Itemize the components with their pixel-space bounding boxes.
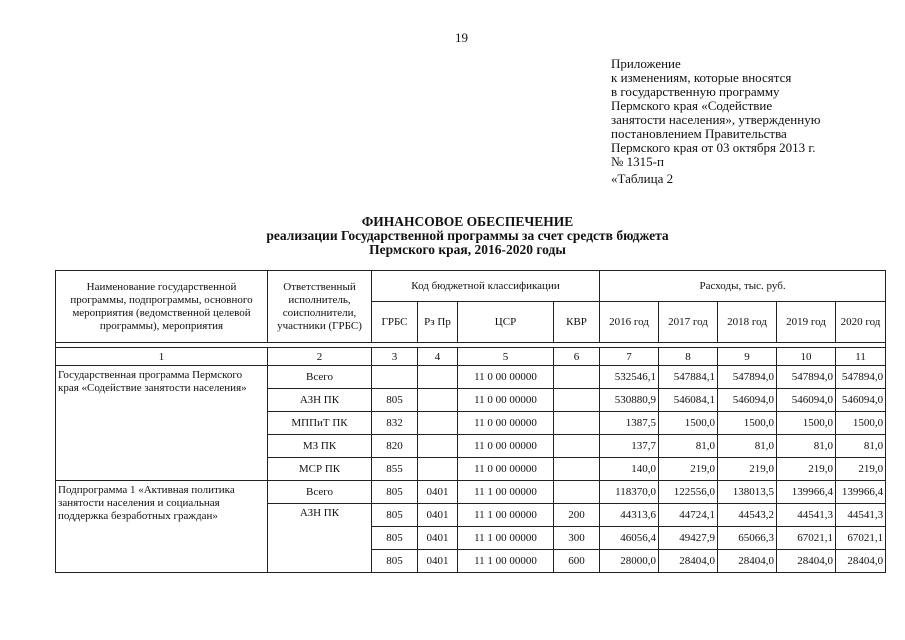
column-number: 8 [659, 348, 718, 366]
appendix-note [611, 57, 881, 169]
header-budget-code: Код бюджетной классификации [372, 271, 600, 302]
appendix-line: Пермского края от 03 октября 2013 г. [611, 140, 816, 155]
csr-cell: 11 0 00 00000 [458, 366, 554, 389]
amount-2020: 547894,0 [836, 366, 886, 389]
column-number: 1 [56, 348, 268, 366]
rz-pr-cell: 0401 [418, 481, 458, 504]
rz-pr-cell [418, 389, 458, 412]
header-year: 2020 год [836, 302, 886, 343]
amount-2017: 1500,0 [659, 412, 718, 435]
column-number: 9 [718, 348, 777, 366]
executor-cell: МСР ПК [268, 458, 372, 481]
page-number: 19 [455, 30, 468, 45]
appendix-line: к изменениям, которые вносятся [611, 70, 792, 85]
column-number: 7 [600, 348, 659, 366]
amount-2018: 547894,0 [718, 366, 777, 389]
header-rz-pr: Рз Пр [418, 302, 458, 343]
header-expenses: Расходы, тыс. руб. [600, 271, 886, 302]
csr-cell: 11 0 00 00000 [458, 435, 554, 458]
amount-2020: 44541,3 [836, 504, 886, 527]
amount-2020: 219,0 [836, 458, 886, 481]
kvr-cell [554, 458, 600, 481]
kvr-cell: 200 [554, 504, 600, 527]
header-year: 2019 год [777, 302, 836, 343]
appendix-line: Пермского края «Содействие [611, 98, 773, 113]
rz-pr-cell [418, 435, 458, 458]
csr-cell: 11 1 00 00000 [458, 504, 554, 527]
csr-cell: 11 1 00 00000 [458, 481, 554, 504]
amount-2017: 546084,1 [659, 389, 718, 412]
header-executor: Ответственный исполнитель, соисполнители, участники (ГРБС) [268, 271, 372, 343]
subprogram-name: Подпрограмма 1 «Активная политика занятости населения и социальная поддержка безработных граждан» [56, 481, 268, 573]
table-row [56, 481, 886, 504]
executor-cell: МППиТ ПК [268, 412, 372, 435]
amount-2017: 81,0 [659, 435, 718, 458]
header-kvr: КВР [554, 302, 600, 343]
grbs-cell: 805 [372, 504, 418, 527]
column-number: 2 [268, 348, 372, 366]
title-line: реализации Государственной программы за счет средств бюджета [266, 228, 669, 243]
amount-2016: 118370,0 [600, 481, 659, 504]
amount-2017: 28404,0 [659, 550, 718, 573]
appendix-line: № 1315-п [611, 154, 664, 169]
amount-2016: 46056,4 [600, 527, 659, 550]
rz-pr-cell [418, 458, 458, 481]
column-number: 6 [554, 348, 600, 366]
amount-2018: 44543,2 [718, 504, 777, 527]
amount-2020: 139966,4 [836, 481, 886, 504]
rz-pr-cell: 0401 [418, 550, 458, 573]
header-year: 2017 год [659, 302, 718, 343]
amount-2019: 547894,0 [777, 366, 836, 389]
amount-2017: 122556,0 [659, 481, 718, 504]
amount-2020: 67021,1 [836, 527, 886, 550]
kvr-cell: 300 [554, 527, 600, 550]
document-title [0, 215, 905, 257]
header-csr: ЦСР [458, 302, 554, 343]
amount-2020: 81,0 [836, 435, 886, 458]
header-name: Наименование государственной программы, подпрограммы, основного мероприятия (ведомственной целевой программы), мероприятия [56, 271, 268, 343]
grbs-cell: 805 [372, 527, 418, 550]
csr-cell: 11 1 00 00000 [458, 527, 554, 550]
column-number: 10 [777, 348, 836, 366]
executor-cell: Всего [268, 366, 372, 389]
rz-pr-cell: 0401 [418, 504, 458, 527]
financing-table [55, 270, 886, 573]
amount-2017: 219,0 [659, 458, 718, 481]
amount-2017: 49427,9 [659, 527, 718, 550]
csr-cell: 11 0 00 00000 [458, 389, 554, 412]
column-number-row [56, 348, 886, 366]
amount-2016: 140,0 [600, 458, 659, 481]
amount-2019: 139966,4 [777, 481, 836, 504]
column-number: 5 [458, 348, 554, 366]
header-grbs: ГРБС [372, 302, 418, 343]
kvr-cell [554, 435, 600, 458]
grbs-cell: 832 [372, 412, 418, 435]
amount-2018: 219,0 [718, 458, 777, 481]
header-year: 2016 год [600, 302, 659, 343]
amount-2018: 1500,0 [718, 412, 777, 435]
column-number: 4 [418, 348, 458, 366]
table-row [56, 366, 886, 389]
grbs-cell [372, 366, 418, 389]
grbs-cell: 805 [372, 481, 418, 504]
header-year: 2018 год [718, 302, 777, 343]
grbs-cell: 805 [372, 389, 418, 412]
appendix-line: в государственную программу [611, 84, 780, 99]
kvr-cell [554, 481, 600, 504]
grbs-cell: 855 [372, 458, 418, 481]
amount-2016: 1387,5 [600, 412, 659, 435]
amount-2016: 530880,9 [600, 389, 659, 412]
grbs-cell: 805 [372, 550, 418, 573]
rz-pr-cell [418, 412, 458, 435]
rz-pr-cell [418, 366, 458, 389]
amount-2018: 28404,0 [718, 550, 777, 573]
kvr-cell [554, 389, 600, 412]
amount-2020: 546094,0 [836, 389, 886, 412]
grbs-cell: 820 [372, 435, 418, 458]
amount-2016: 532546,1 [600, 366, 659, 389]
csr-cell: 11 0 00 00000 [458, 412, 554, 435]
appendix-line: занятости населения», утвержденную [611, 112, 821, 127]
title-line: Пермского края, 2016-2020 годы [369, 242, 566, 257]
program-name: Государственная программа Пермского края «Содействие занятости населения» [56, 366, 268, 481]
title-line: ФИНАНСОВОЕ ОБЕСПЕЧЕНИЕ [361, 214, 574, 229]
appendix-line: Приложение [611, 56, 681, 71]
amount-2020: 1500,0 [836, 412, 886, 435]
amount-2019: 219,0 [777, 458, 836, 481]
column-number: 3 [372, 348, 418, 366]
rz-pr-cell: 0401 [418, 527, 458, 550]
kvr-cell [554, 412, 600, 435]
amount-2018: 65066,3 [718, 527, 777, 550]
amount-2017: 547884,1 [659, 366, 718, 389]
csr-cell: 11 0 00 00000 [458, 458, 554, 481]
amount-2019: 28404,0 [777, 550, 836, 573]
appendix-line: постановлением Правительства [611, 126, 787, 141]
amount-2019: 1500,0 [777, 412, 836, 435]
kvr-cell: 600 [554, 550, 600, 573]
amount-2019: 81,0 [777, 435, 836, 458]
amount-2019: 44541,3 [777, 504, 836, 527]
amount-2019: 67021,1 [777, 527, 836, 550]
amount-2018: 138013,5 [718, 481, 777, 504]
amount-2016: 44313,6 [600, 504, 659, 527]
amount-2018: 546094,0 [718, 389, 777, 412]
amount-2016: 28000,0 [600, 550, 659, 573]
table-label: «Таблица 2 [611, 171, 674, 186]
executor-cell: АЗН ПК [268, 504, 372, 573]
executor-cell: АЗН ПК [268, 389, 372, 412]
amount-2019: 546094,0 [777, 389, 836, 412]
amount-2017: 44724,1 [659, 504, 718, 527]
amount-2016: 137,7 [600, 435, 659, 458]
executor-cell: Всего [268, 481, 372, 504]
executor-cell: МЗ ПК [268, 435, 372, 458]
amount-2020: 28404,0 [836, 550, 886, 573]
amount-2018: 81,0 [718, 435, 777, 458]
kvr-cell [554, 366, 600, 389]
column-number: 11 [836, 348, 886, 366]
csr-cell: 11 1 00 00000 [458, 550, 554, 573]
